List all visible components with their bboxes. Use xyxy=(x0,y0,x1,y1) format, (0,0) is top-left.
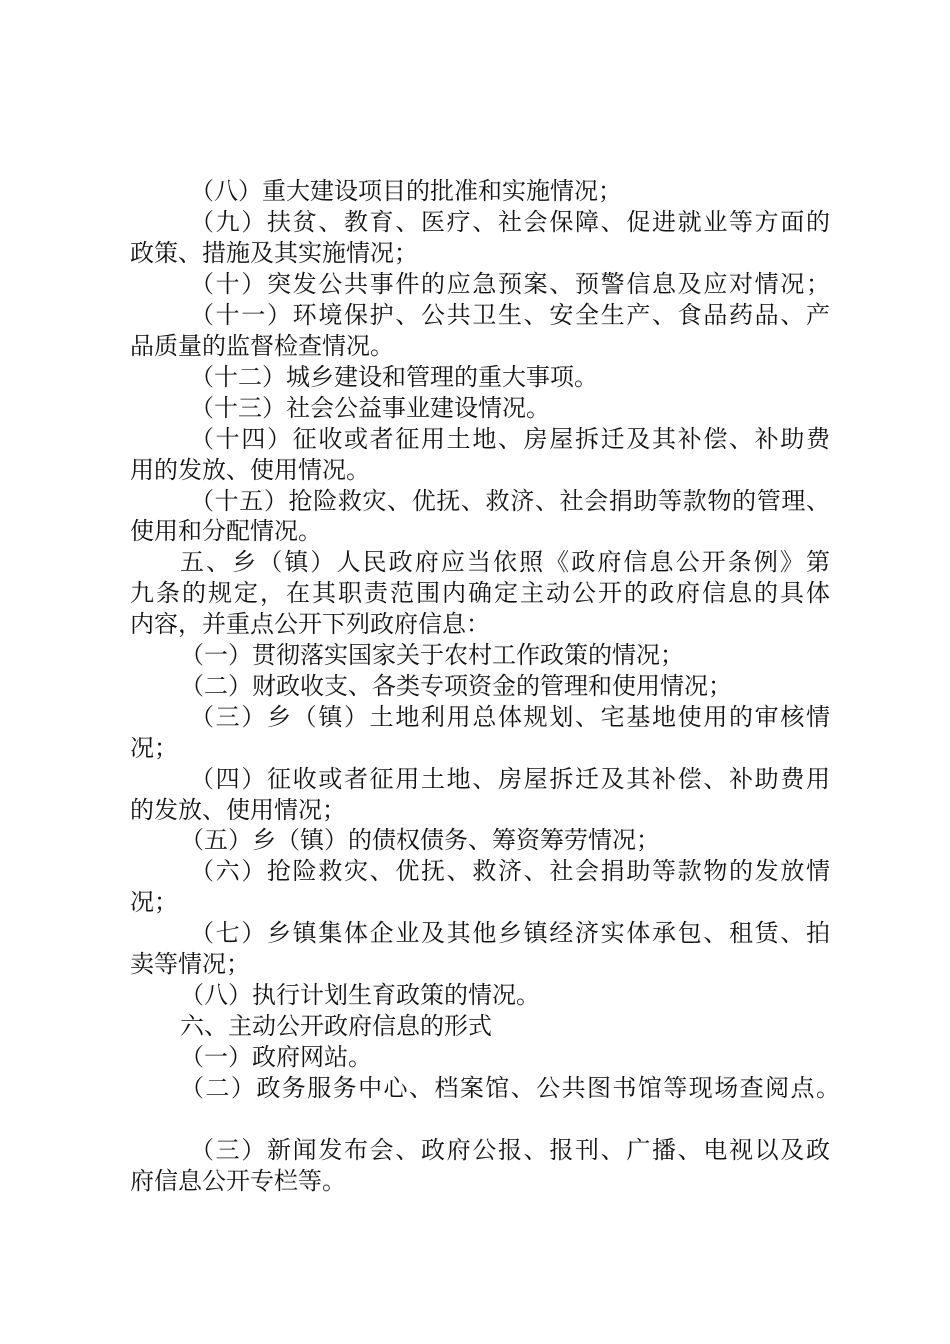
text-line: （八）执行计划生育政策的情况。 xyxy=(180,981,540,1009)
text-line: （九）扶贫、教育、医疗、社会保障、促进就业等方面的 xyxy=(190,208,830,236)
text-line: （三）新闻发布会、政府公报、报刊、广播、电视以及政 xyxy=(190,1136,830,1164)
text-line: 六、主动公开政府信息的形式 xyxy=(180,1012,492,1040)
text-line: 况； xyxy=(130,734,178,762)
text-line: （十二）城乡建设和管理的重大事项。 xyxy=(190,363,598,391)
text-line: 的发放、使用情况； xyxy=(130,796,346,824)
text-line: （六）抢险救灾、优抚、救济、社会捐助等款物的发放情 xyxy=(190,857,830,885)
text-line: （八）重大建设项目的批准和实施情况； xyxy=(190,177,622,205)
text-line: （十四）征收或者征用土地、房屋拆迁及其补偿、补助费 xyxy=(190,425,830,453)
text-line: （一）贯彻落实国家关于农村工作政策的情况； xyxy=(180,641,684,669)
text-line: （三）乡（镇）土地利用总体规划、宅基地使用的审核情 xyxy=(190,703,830,731)
text-line: 内容，并重点公开下列政府信息： xyxy=(130,610,490,638)
text-line: 况； xyxy=(130,888,178,916)
text-line: 五、乡（镇）人民政府应当依照《政府信息公开条例》第 xyxy=(180,548,830,576)
text-line: （七）乡镇集体企业及其他乡镇经济实体承包、租赁、拍 xyxy=(190,919,830,947)
text-line: （一）政府网站。 xyxy=(180,1043,372,1071)
text-line: （二）政务服务中心、档案馆、公共图书馆等现场查阅点。 xyxy=(180,1074,840,1102)
text-line: 政策、措施及其实施情况； xyxy=(130,239,418,267)
text-line: （二）财政收支、各类专项资金的管理和使用情况； xyxy=(180,672,732,700)
text-line: （十一）环境保护、公共卫生、安全生产、食品药品、产 xyxy=(190,301,830,329)
text-line: （五）乡（镇）的债权债务、筹资筹劳情况； xyxy=(180,826,660,854)
text-line: 府信息公开专栏等。 xyxy=(130,1167,346,1195)
text-line: 品质量的监督检查情况。 xyxy=(130,332,394,360)
text-line: 卖等情况； xyxy=(130,950,250,978)
text-line: （十五）抢险救灾、优抚、救济、社会捐助等款物的管理、 xyxy=(190,487,830,515)
text-line: （十三）社会公益事业建设情况。 xyxy=(190,394,550,422)
text-line: （十）突发公共事件的应急预案、预警信息及应对情况； xyxy=(190,270,830,298)
text-line: 九条的规定，在其职责范围内确定主动公开的政府信息的具体 xyxy=(130,579,830,607)
text-line: 使用和分配情况。 xyxy=(130,517,322,545)
text-line: 用的发放、使用情况。 xyxy=(130,456,370,484)
text-line: （四）征收或者征用土地、房屋拆迁及其补偿、补助费用 xyxy=(190,765,830,793)
